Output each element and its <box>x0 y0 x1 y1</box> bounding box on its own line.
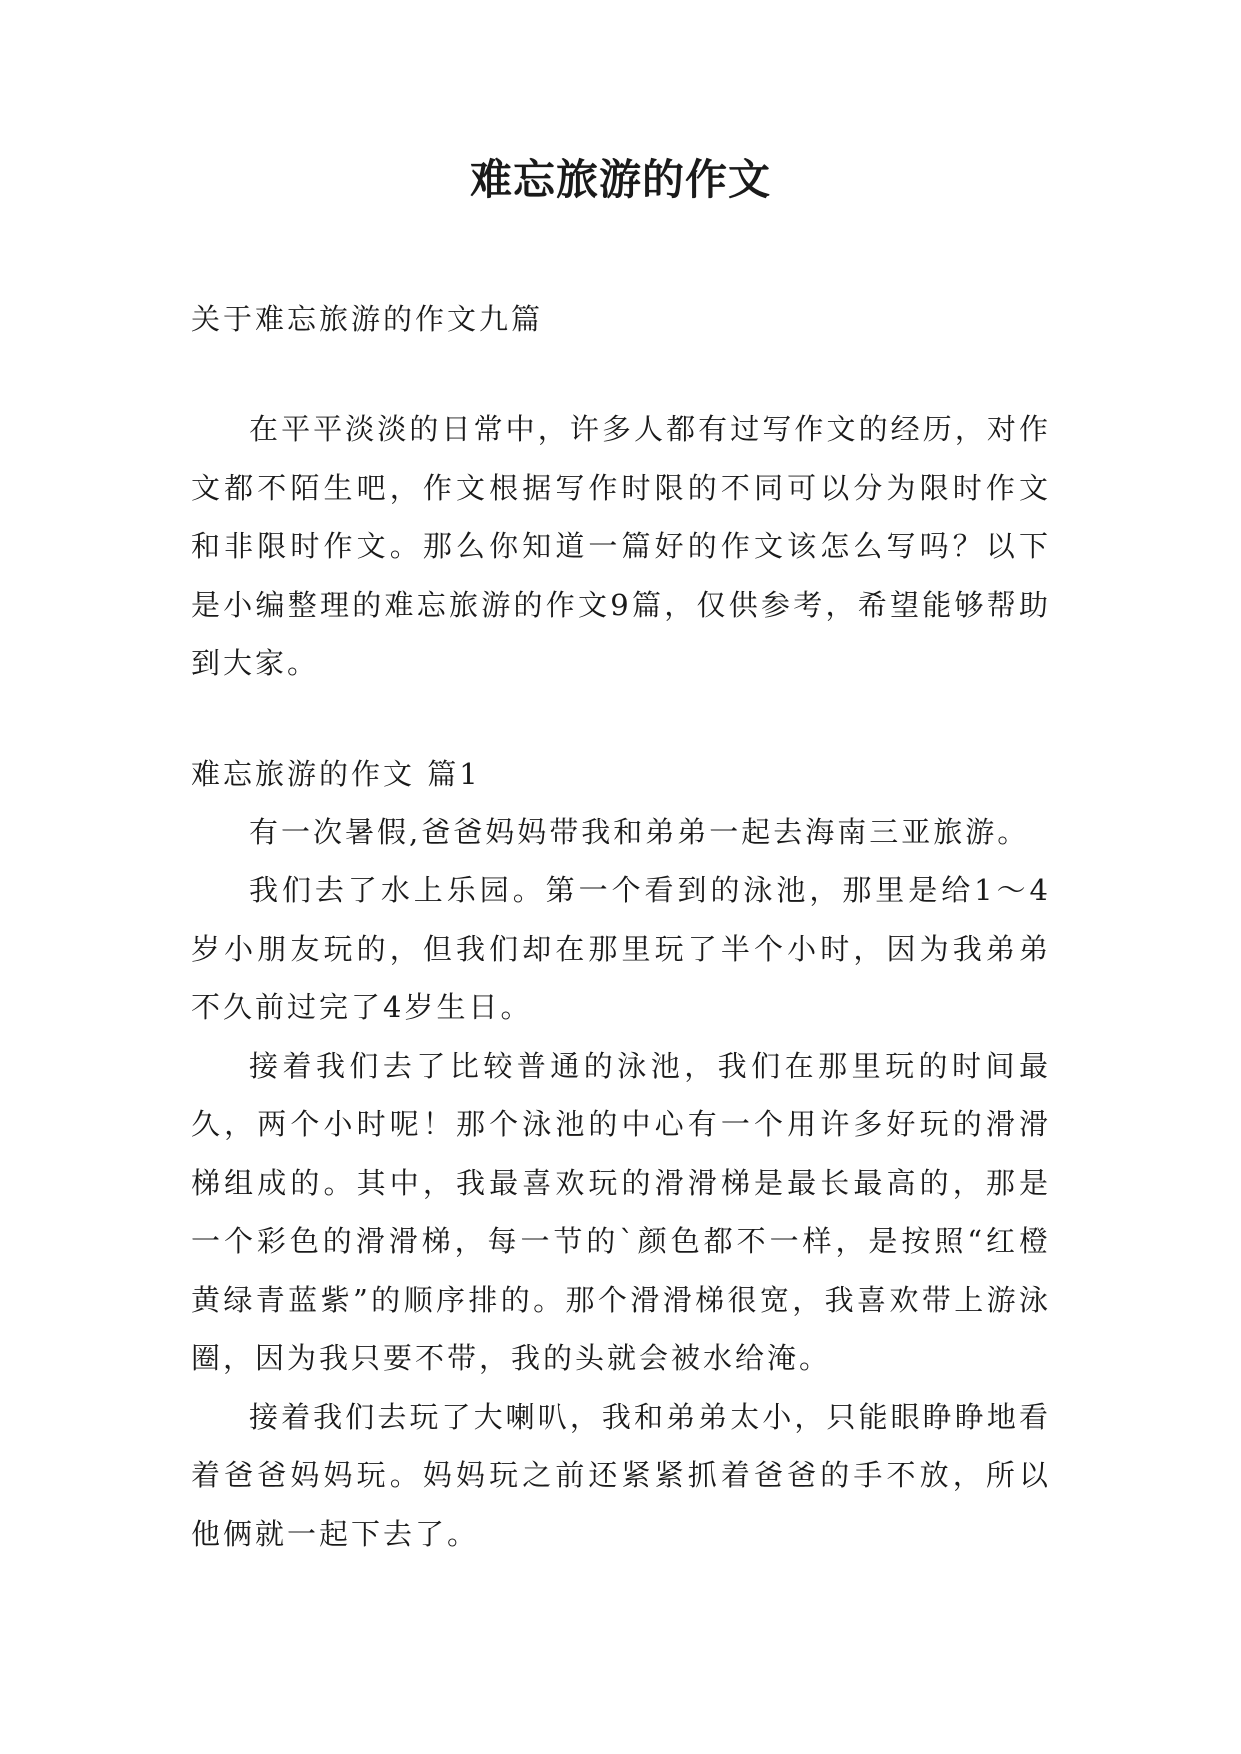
document-title: 难忘旅游的作文 <box>469 155 771 204</box>
intro-paragraph: 在平平淡淡的日常中，许多人都有过写作文的经历，对作文都不陌生吧，作文根据写作时限的不同可以分为限时作文和非限时作文。那么你知道一篇好的作文该怎么写吗？以下是小编整理的难忘旅游的作文9篇，仅供参考，希望能够帮助到大家。 <box>191 412 1051 680</box>
section-title: 难忘旅游的作文 篇1 <box>191 756 481 791</box>
document-subtitle: 关于难忘旅游的作文九篇 <box>191 302 544 336</box>
body-paragraph: 有一次暑假,爸爸妈妈带我和弟弟一起去海南三亚旅游。 <box>249 814 1030 849</box>
body-paragraph: 接着我们去玩了大喇叭，我和弟弟太小，只能眼睁睁地看着爸爸妈妈玩。妈妈玩之前还紧紧抓着爸爸的手不放，所以他俩就一起下去了。 <box>191 1399 1051 1551</box>
body-paragraph: 我们去了水上乐园。第一个看到的泳池，那里是给1～4岁小朋友玩的，但我们却在那里玩了半个小时，因为我弟弟不久前过完了4岁生日。 <box>191 873 1051 1024</box>
document-body <box>191 290 1051 1563</box>
body-paragraph: 接着我们去了比较普通的泳池，我们在那里玩的时间最久，两个小时呢！那个泳池的中心有一个用许多好玩的滑滑梯组成的。其中，我最喜欢玩的滑滑梯是最长最高的，那是一个彩色的滑滑梯，每一节的`颜色都不一样，是按照“红橙黄绿青蓝紫”的顺序排的。那个滑滑梯很宽，我喜欢带上游泳圈，因为我只要不带，我的头就会被水给淹。 <box>191 1048 1051 1375</box>
